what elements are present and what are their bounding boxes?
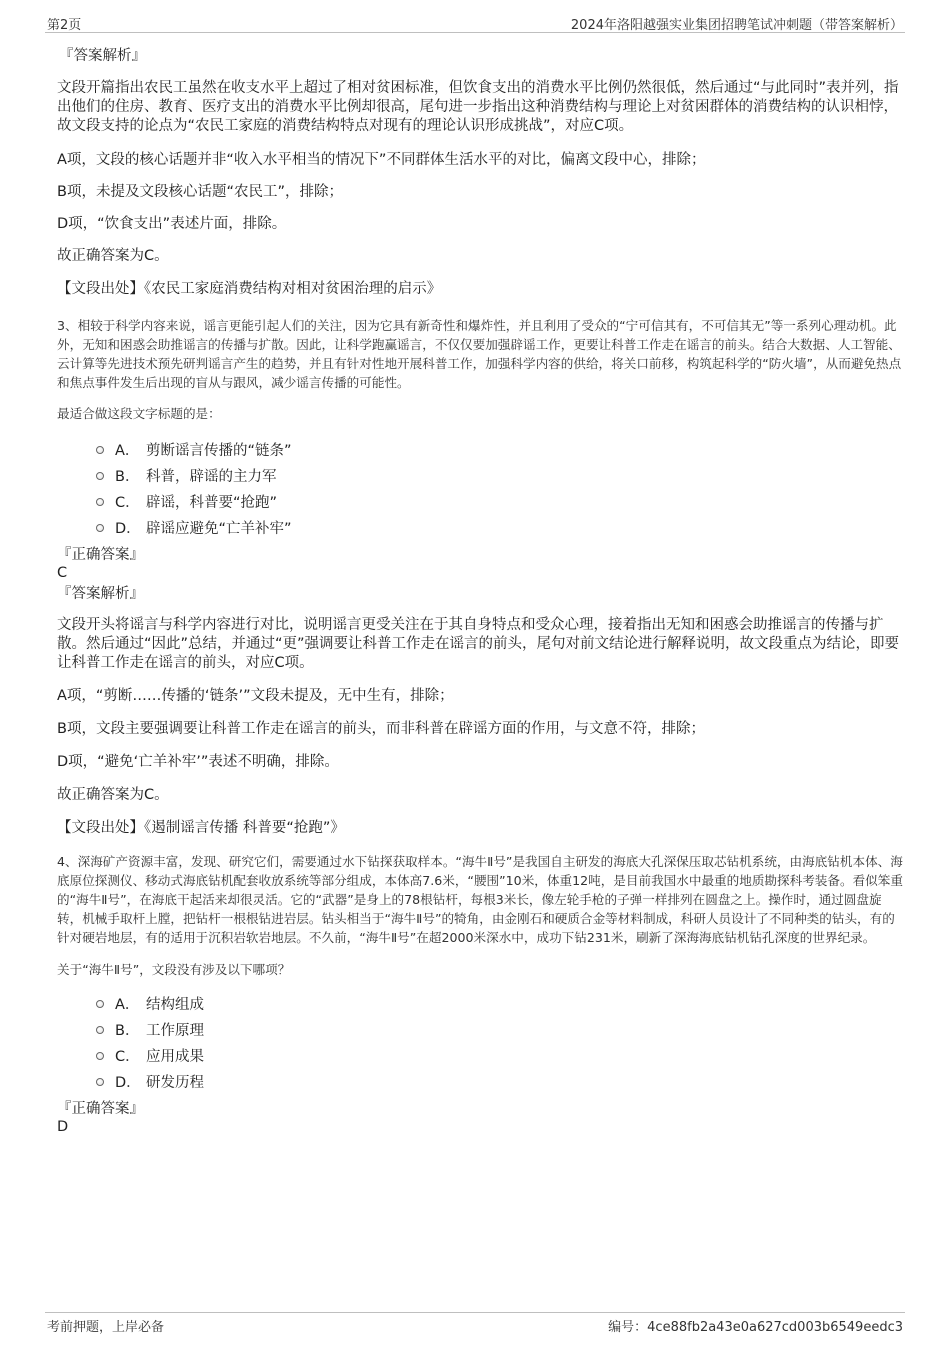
analysis-label: 『答案解析』 [59, 48, 146, 64]
radio-icon[interactable] [96, 1052, 104, 1060]
radio-icon[interactable] [96, 1000, 104, 1008]
option-text: 辟谣，科普要“抢跑” [146, 495, 278, 511]
option-text: 工作原理 [146, 1023, 204, 1039]
page-header [45, 12, 905, 33]
correct-answer: C [57, 565, 68, 581]
option-a-note: A项，文段的核心话题并非“收入水平相当的情况下”不同群体生活水平的对比，偏离文段中心，排除； [57, 152, 706, 168]
option-letter: A． [115, 997, 140, 1013]
page-number: 第2页 [47, 18, 82, 33]
option-text: 研发历程 [146, 1075, 204, 1091]
option-letter: B． [115, 469, 140, 485]
option-letter: A． [115, 443, 140, 459]
option-a-note: A项，“剪断……传播的‘链条’”文段未提及，无中生有，排除； [57, 688, 454, 704]
question-3-options [57, 438, 903, 542]
option-letter: C． [115, 495, 140, 511]
radio-icon[interactable] [96, 524, 104, 532]
passage-source: 【文段出处】《遏制谣言传播 科普要“抢跑”》 [57, 820, 345, 836]
option-b[interactable] [57, 1018, 903, 1044]
option-a[interactable] [57, 438, 903, 464]
analysis-label: 『答案解析』 [57, 586, 144, 602]
question-4-stem: 4、深海矿产资源丰富，发现、研究它们，需要通过水下钻探获取样本。“海牛Ⅱ号”是我国自主研发的海底大孔深保压取芯钻机系统，由海底钻机本体、海底原位探测仪、移动式海底钻机配套收放系统等部分组成，本体高7.6米，“腰围”10米，体重12吨，是目前我国水中最重的地质勘探科考装备。看似笨重的“海牛Ⅱ号”，在海底干起活来却很灵活。它的“武器”是身上的78根钻杆，每根3米长，像左轮手枪的子弹一样排列在圆盘之上。操作时，通过圆盘旋转，机械手取杆上膛，把钻杆一根根钻进岩层。钻头相当于“海牛Ⅱ号”的犄角，由金刚石和硬质合金等材料制成，科研人员设计了不同种类的钻头，有的针对硬岩地层，有的适用于沉积岩软岩地层。不久前，“海牛Ⅱ号”在超2000米深水中，成功下钻231米，刷新了深海海底钻机钻孔深度的世界纪录。 [57, 854, 903, 945]
option-b[interactable] [57, 464, 903, 490]
option-text: 科普，辟谣的主力军 [146, 469, 277, 485]
question-4-prompt: 关于“海牛Ⅱ号”，文段没有涉及以下哪项？ [57, 962, 291, 977]
question-3-prompt: 最适合做这段文字标题的是： [57, 406, 221, 421]
option-letter: D． [115, 1075, 141, 1091]
option-a[interactable] [57, 992, 903, 1018]
option-d[interactable] [57, 1070, 903, 1096]
radio-icon[interactable] [96, 472, 104, 480]
option-text: 剪断谣言传播的“链条” [146, 443, 292, 459]
page-content [57, 46, 903, 1136]
option-d[interactable] [57, 516, 903, 542]
radio-icon[interactable] [96, 1078, 104, 1086]
footer-slogan: 考前押题，上岸必备 [47, 1320, 165, 1335]
option-d-note: D项，“避免‘亡羊补牢’”表述不明确，排除。 [57, 754, 339, 770]
radio-icon[interactable] [96, 446, 104, 454]
option-letter: D． [115, 521, 141, 537]
page-footer [45, 1312, 905, 1333]
conclusion: 故正确答案为C。 [57, 248, 169, 264]
conclusion: 故正确答案为C。 [57, 787, 169, 803]
option-b-note: B项，未提及文段核心话题“农民工”，排除； [57, 184, 343, 200]
option-letter: B． [115, 1023, 140, 1039]
option-text: 应用成果 [146, 1049, 204, 1065]
document-serial: 编号：4ce88fb2a43e0a627cd003b6549eedc3 [608, 1320, 903, 1335]
option-text: 辟谣应避免“亡羊补牢” [146, 521, 292, 537]
question-4-options [57, 992, 903, 1096]
option-c[interactable] [57, 1044, 903, 1070]
correct-answer: D [57, 1119, 69, 1135]
correct-answer-label: 『正确答案』 [57, 547, 144, 563]
correct-answer-label: 『正确答案』 [57, 1101, 144, 1117]
analysis-text: 文段开篇指出农民工虽然在收支水平上超过了相对贫困标准，但饮食支出的消费水平比例仍然很低，然后通过“与此同时”表并列，指出他们的住房、教育、医疗支出的消费水平比例却很高，尾句进一步指出这种消费结构与理论上对贫困群体的消费结构的认识相悖，故文段支持的论点为“农民工家庭的消费结构特点对现有的理论认识形成挑战”，对应C项。 [57, 80, 899, 134]
option-letter: C． [115, 1049, 140, 1065]
document-title: 2024年洛阳越强实业集团招聘笔试冲刺题（带答案解析） [570, 18, 903, 33]
question-3-stem: 3、相较于科学内容来说，谣言更能引起人们的关注，因为它具有新奇性和爆炸性，并且利用了受众的“宁可信其有，不可信其无”等一系列心理动机。此外，无知和困惑会助推谣言的传播与扩散。因此，让科学跑赢谣言，不仅仅要加强辟谣工作，更要让科普工作走在谣言的前头。结合大数据、人工智能、云计算等先进技术预先研判谣言产生的趋势，并且有针对性地开展科普工作，加强科学内容的供给，将关口前移，构筑起科学的“防火墙”，从而避免热点和焦点事件发生后出现的盲从与跟风，减少谣言传播的可能性。 [57, 318, 902, 390]
option-b-note: B项，文段主要强调要让科普工作走在谣言的前头，而非科普在辟谣方面的作用，与文意不符，排除； [57, 721, 705, 737]
radio-icon[interactable] [96, 498, 104, 506]
option-c[interactable] [57, 490, 903, 516]
option-d-note: D项，“饮食支出”表述片面，排除。 [57, 216, 287, 232]
radio-icon[interactable] [96, 1026, 104, 1034]
passage-source: 【文段出处】《农民工家庭消费结构对相对贫困治理的启示》 [57, 281, 442, 297]
option-text: 结构组成 [146, 997, 204, 1013]
analysis-text: 文段开头将谣言与科学内容进行对比，说明谣言更受关注在于其自身特点和受众心理，接着指出无知和困惑会助推谣言的传播与扩散。然后通过“因此”总结，并通过“更”强调要让科普工作走在谣言的前头，尾句对前文结论进行解释说明，故文段重点为结论，即要让科普工作走在谣言的前头，对应C项。 [57, 617, 900, 671]
